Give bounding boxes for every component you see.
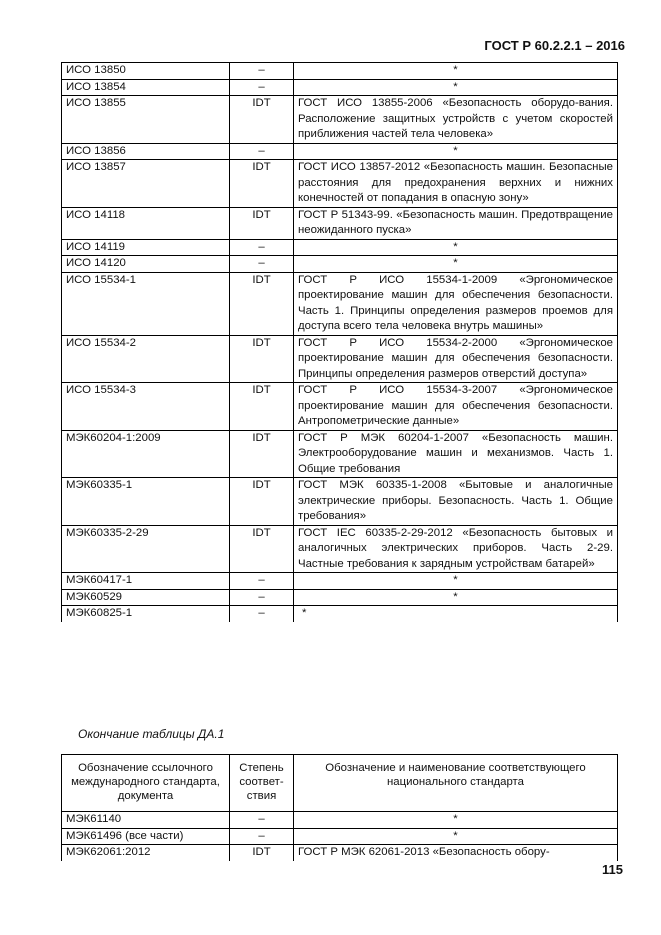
cell-national-standard: * [294, 812, 618, 829]
cell-degree: – [230, 143, 294, 160]
table-row [62, 207, 618, 239]
cell-national-standard: ГОСТ Р МЭК 60204-1-2007 «Безопасность машин. Электрооборудование машин и механизмов. Часть 1. Общие требования [294, 430, 618, 478]
header-degree: Степень соответ-ствия [230, 755, 294, 812]
cell-national-standard: ГОСТ Р ИСО 15534-1-2009 «Эргономическое проектирование машин для обеспечения безопасности. Часть 1. Принципы определения размеров проемов для доступа всего тела человека внутрь машины» [294, 272, 618, 335]
cell-degree: – [230, 239, 294, 256]
cell-reference-standard: ИСО 14120 [62, 256, 230, 273]
cell-degree: IDT [230, 272, 294, 335]
cell-degree: – [230, 589, 294, 606]
cell-national-standard: ГОСТ МЭК 60335-1-2008 «Бытовые и аналогичные электрические приборы. Безопасность. Часть 1. Общие требования» [294, 478, 618, 526]
cell-national-standard: * [294, 828, 618, 845]
cell-national-standard: ГОСТ Р ИСО 15534-2-2000 «Эргономическое проектирование машин для обеспечения безопасности. Принципы определения размеров отверстий доступа» [294, 335, 618, 383]
table-row [62, 63, 618, 80]
table-caption: Окончание таблицы ДА.1 [78, 727, 225, 741]
cell-degree: IDT [230, 845, 294, 861]
standards-table-continuation [61, 754, 618, 861]
cell-national-standard: ГОСТ ИСО 13857-2012 «Безопасность машин. Безопасные расстояния для предохранения верхних и нижних конечностей от попадания в опасную зону» [294, 160, 618, 208]
cell-national-standard: ГОСТ Р МЭК 62061-2013 «Безопасность обору- [294, 845, 618, 861]
standards-table [61, 62, 618, 622]
cell-degree: – [230, 828, 294, 845]
cell-reference-standard: ИСО 14118 [62, 207, 230, 239]
cell-reference-standard: МЭК60204-1:2009 [62, 430, 230, 478]
cell-reference-standard: МЭК62061:2012 [62, 845, 230, 861]
table-row [62, 589, 618, 606]
table-row [62, 478, 618, 526]
cell-reference-standard: МЭК60335-2-29 [62, 525, 230, 573]
cell-reference-standard: МЭК60529 [62, 589, 230, 606]
table-row [62, 79, 618, 96]
cell-reference-standard: МЭК60825-1 [62, 606, 230, 622]
table-row [62, 812, 618, 829]
table-row [62, 335, 618, 383]
cell-reference-standard: ИСО 15534-3 [62, 383, 230, 431]
header-ref: Обозначение ссылочного международного стандарта, документа [62, 755, 230, 812]
table-row [62, 96, 618, 144]
cell-reference-standard: ИСО 13854 [62, 79, 230, 96]
cell-degree: – [230, 573, 294, 590]
cell-degree: – [230, 256, 294, 273]
cell-degree: – [230, 606, 294, 622]
cell-reference-standard: ИСО 15534-1 [62, 272, 230, 335]
cell-reference-standard: ИСО 13856 [62, 143, 230, 160]
cell-degree: IDT [230, 383, 294, 431]
cell-reference-standard: ИСО 13857 [62, 160, 230, 208]
cell-national-standard: ГОСТ ИСО 13855-2006 «Безопасность оборудо-вания. Расположение защитных устройств с учетом скоростей приближения частей тела человека» [294, 96, 618, 144]
cell-degree: – [230, 63, 294, 80]
cell-degree: – [230, 812, 294, 829]
cell-degree: IDT [230, 207, 294, 239]
cell-national-standard: * [294, 589, 618, 606]
table-row [62, 239, 618, 256]
cell-degree: IDT [230, 478, 294, 526]
cell-reference-standard: МЭК60335-1 [62, 478, 230, 526]
cell-degree: IDT [230, 525, 294, 573]
cell-national-standard: ГОСТ Р ИСО 15534-3-2007 «Эргономическое проектирование машин для обеспечения безопасности. Антропометрические данные» [294, 383, 618, 431]
cell-national-standard: ГОСТ IEC 60335-2-29-2012 «Безопасность бытовых и аналогичных электрических приборов. Часть 2-29. Частные требования к зарядным устройствам батарей» [294, 525, 618, 573]
cell-reference-standard: МЭК61496 (все части) [62, 828, 230, 845]
table-row [62, 160, 618, 208]
table-row [62, 256, 618, 273]
table-row [62, 272, 618, 335]
cell-national-standard: * [294, 256, 618, 273]
table-row [62, 430, 618, 478]
cell-national-standard: * [294, 79, 618, 96]
table-row [62, 828, 618, 845]
document-header: ГОСТ Р 60.2.2.1 – 2016 [484, 38, 625, 53]
cell-reference-standard: МЭК61140 [62, 812, 230, 829]
cell-degree: IDT [230, 335, 294, 383]
continuation-table-body [62, 812, 618, 861]
cell-reference-standard: ИСО 13855 [62, 96, 230, 144]
table-row [62, 845, 618, 861]
cell-reference-standard: ИСО 15534-2 [62, 335, 230, 383]
cell-national-standard: * [294, 143, 618, 160]
header-national: Обозначение и наименование соответствующего национального стандарта [294, 755, 618, 812]
cell-national-standard: * [294, 239, 618, 256]
standards-table-body [62, 63, 618, 622]
cell-reference-standard: МЭК60417-1 [62, 573, 230, 590]
table-row [62, 525, 618, 573]
cell-degree: IDT [230, 160, 294, 208]
cell-national-standard: ГОСТ Р 51343-99. «Безопасность машин. Предотвращение неожиданного пуска» [294, 207, 618, 239]
table-row [62, 383, 618, 431]
page-number: 115 [602, 862, 623, 877]
table-row [62, 573, 618, 590]
cell-reference-standard: ИСО 14119 [62, 239, 230, 256]
table-header-row [62, 755, 618, 812]
cell-national-standard: * [294, 63, 618, 80]
cell-national-standard: * [294, 606, 618, 622]
table-row [62, 606, 618, 622]
cell-degree: – [230, 79, 294, 96]
cell-degree: IDT [230, 96, 294, 144]
cell-national-standard: * [294, 573, 618, 590]
cell-degree: IDT [230, 430, 294, 478]
cell-reference-standard: ИСО 13850 [62, 63, 230, 80]
table-row [62, 143, 618, 160]
